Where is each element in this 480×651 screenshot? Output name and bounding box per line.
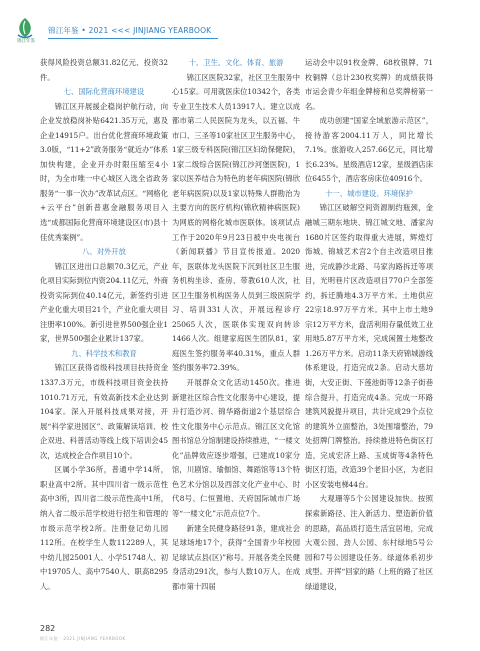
logo-caption: 锦江年鉴 xyxy=(17,39,35,44)
section-heading: 十、卫生、文化、体育、旅游 xyxy=(188,58,284,67)
paragraph: 开展群众文化活动1450次。推进新建社区综合性文化服务中心建设，提升打造沙河、锦华路街道2个基层综合性文化服务中心示范点。锦江区文化馆图书馆总分馆制建设持续推进，“一楼文化”品牌效应逐步增强，已建成10家分馆，川剧馆、瑜伽馆、舞蹈馆等13个特色艺术分馆以及西部文化产业中心、时代8号、仁恒置地、天府国际城市广场等“一楼文化”示范点位7个。 xyxy=(172,378,300,518)
paragraph: 锦江区医院32家，社区卫生服务中心15家。可用就医床位10342个，各类专业卫生技术人员13917人。建立以成都市第二人民医院为龙头，以五福、牛市口、三圣等10家社区卫生服务中心，1家三级专科医院(锦江区妇幼保健院)，1家二级综合医院(锦江沙河堡医院)，1家以医养结合为特色的老年病医院(锦欣老年病医院)以及1家以特殊人群勘治为主要方向的医疗机构(锦欣精神病医院)为网底的网格化城市医联体。该项试点工作于2020年9月23日被中央电视台《新闻联播》节目宣传报道。2020年，医联体龙头医院下沉到社区卫生服务机构坐诊、查房、带教610人次，社区卫生服务机构医务人员到三级医院学习、培训331人次，开展远程诊疗25065人次，医联体实现双向转诊1466人次。组建家庭医生团队81，家庭医生签约服务率40.31%，重点人群签约服务率72.39%。 xyxy=(172,72,300,373)
section-heading: 七、国际化营商环境建设 xyxy=(63,87,145,97)
paragraph: 锦江区破解空间资源制约瓶颈，金融城三期东地块、锦江城文地、潘家沟1680片区签约取得重大进展，辉煌灯饰城、锦城艺术宫2个自主改造项目推进，完成静沙北路、马家沟路拆迁等项目，光明巷片区改造项目770户全部签约，拆迁腾地4.3万平方米。土地供应22宗18.97万平方米。其中上市土地9宗12万平方米，盘活利用存量低效工业用地5.87万平方米，完成闲置土地整改1.26万平方米。启动11条天府锦城游线体系建设，打造完成2条。启动大慈坊街，大安正街、下莲池街等12条子街巷综合提升，打造完成4条。完成一环路建筑风貌提升项目，共计完成29个点位的建筑外立面整治，3处围墙整治，79处招牌门牌整治。持续推进特色街区打造，完成宏济上路、玉成街等4条特色街区打造，改造39个老旧小区，为老旧小区安装电梯44台。 xyxy=(305,203,433,489)
text-column-1 xyxy=(40,56,168,594)
paragraph: 区属小学36所，普通中学14所，职业高中2所。其中四川省一级示范性高中3所，四川省二级示范性高中1所，纳入省二级示范学校进行招生和管理的市级示范学校2所。注册登记幼儿园112所。在校学生人数112289人，其中幼儿园25001人、小学51748人、初中19705人、高中7540人、职高8295人。 xyxy=(40,465,168,591)
header-rule xyxy=(48,38,218,39)
running-header-title: 锦江年鉴 • 2021 <<< JINJIANG YEARBOOK xyxy=(48,26,212,35)
paragraph: 锦江区开展援企稳岗护航行动，向企业发放稳岗补贴6421.35万元，惠及企业14915户。出台优化营商环境政策3.0版，“11+2”政务服务“就近办”体系加快构建，企业开办时限压缩至4小时，为全市唯一中心城区入选全省政务服务“一事一次办”改革试点区。“网格化+云平台”创新普惠金融服务项目入选“成都国际化营商环境建设区(市)县十佳优秀案例”。 xyxy=(40,101,168,242)
paragraph: 大观珊等5个公园建设加快。按照探索新路径、注入新活力、塑造新价值的思路，高品质打造生活宜居地，完成大观公园、劲人公园、东村绿地5号公园和7号公园建设任务。绿道体系初步成型。开挥“回家的路（上班的路了社区绿道建设， xyxy=(305,494,433,591)
paragraph: 获得风险投资总额31.82亿元、投资32件。 xyxy=(40,58,168,82)
paragraph: 运动会中以91枚金牌、68枚银牌、71枚铜牌（总计230枚奖牌）的成绩获得市运会青少年组金牌榜和总奖牌榜第一名。 xyxy=(305,58,433,111)
text-column-2 xyxy=(172,56,300,594)
section-heading: 八、对外开放 xyxy=(82,247,126,257)
paragraph: 锦江区进出口总额70.3亿元，产业化项目实际到位内资204.11亿元，外商投资实际到位40.14亿元，新签约引进产业化重大项目21个，产业化重大项目注册率100%。新引进世界500强企业1家，世界500强企业累计137家。 xyxy=(40,261,168,344)
page-number: 282 xyxy=(40,624,56,633)
paragraph: 新建全民健身路径91条，建成社会足球场地17个，获得“全国青少年校园足球试点县(区)”称号。开展各类全民健身活动291次，参与人数10万人。在成都市第十四届 xyxy=(172,523,300,591)
text-column-3 xyxy=(305,56,433,594)
jinjiang-logo-icon xyxy=(14,16,36,40)
paragraph: 成功创建“国家全域旅游示范区”，接待游客2004.11万人，同比增长7.1%。旅游收入257.66亿元，同比增长6.23%。星级酒店12家，星级酒店床位6455个，酒店客房床位40916个。 xyxy=(305,116,433,184)
section-heading: 十一、城市建设、环境保护 xyxy=(325,188,413,198)
section-heading: 九、科学技术和教育 xyxy=(71,348,137,358)
footer-caption: 锦江年鉴 · 2021 JINJIANG YEARBOOK xyxy=(40,636,126,641)
paragraph: 锦江区获得省级科技项目扶持资金1337.3万元，市级科技项目资金扶持1010.71万元，有效高新技术企业达到104家。深入开展科技成果对接，开展“科学家进园区”、政策解读培训、校企双进、科普活动等线上线下培训会45次，达成校企合作项目10个。 xyxy=(40,363,168,460)
page-header xyxy=(0,0,480,48)
